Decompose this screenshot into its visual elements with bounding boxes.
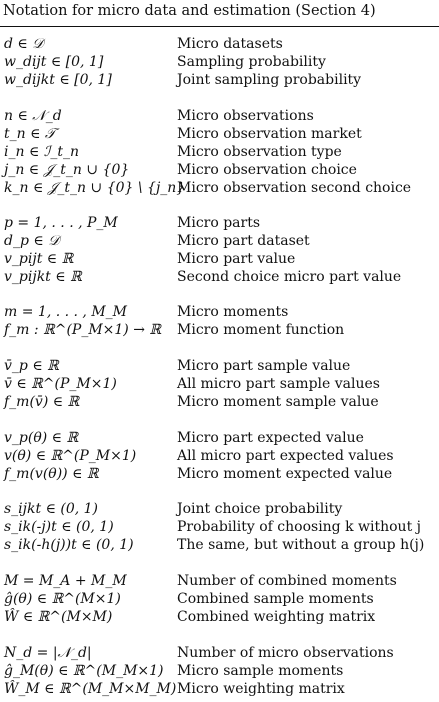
- notation-description: Micro parts: [177, 215, 261, 231]
- notation-description: Micro moments: [177, 304, 289, 320]
- notation-symbol: f_m(v(θ)) ∈ ℝ: [4, 466, 99, 482]
- table-row: [0, 357, 439, 375]
- notation-description: Micro observation second choice: [177, 180, 412, 196]
- notation-symbol: v_pijt ∈ ℝ: [4, 251, 74, 267]
- notation-description: Micro observation choice: [177, 162, 357, 178]
- notation-symbol: N_d = |𝒩_d|: [4, 645, 92, 661]
- table-row: [0, 303, 439, 321]
- table-row: [0, 465, 439, 483]
- table-row: [0, 35, 439, 53]
- table-row: [0, 536, 439, 554]
- table-row: [0, 393, 439, 411]
- notation-symbol: v̄ ∈ ℝ^(P_M×1): [4, 376, 117, 392]
- notation-symbol: d_p ∈ 𝒟: [4, 233, 60, 249]
- notation-description: Micro part sample value: [177, 358, 351, 374]
- notation-description: Micro sample moments: [177, 663, 344, 679]
- notation-symbol: v_p(θ) ∈ ℝ: [4, 430, 79, 446]
- table-caption: Notation for micro data and estimation (Section 4): [3, 3, 376, 19]
- notation-description: Micro part expected value: [177, 430, 364, 446]
- notation-symbol: ĝ_M(θ) ∈ ℝ^(M_M×1): [4, 663, 164, 679]
- notation-symbol: d ∈ 𝒟: [4, 36, 44, 52]
- notation-description: Micro moment function: [177, 322, 345, 338]
- table-row: [0, 53, 439, 71]
- notation-symbol: Ŵ ∈ ℝ^(M×M): [4, 609, 113, 625]
- notation-symbol: j_n ∈ 𝒥_t_n ∪ {0}: [4, 162, 130, 178]
- notation-description: Probability of choosing k without j: [177, 519, 421, 535]
- table-row: [0, 179, 439, 197]
- notation-symbol: s_ik(-j)t ∈ (0, 1): [4, 519, 114, 535]
- table-row: [0, 321, 439, 339]
- notation-description: Micro observation type: [177, 144, 342, 160]
- notation-description: Number of combined moments: [177, 573, 397, 589]
- notation-symbol: s_ijkt ∈ (0, 1): [4, 501, 99, 517]
- notation-symbol: k_n ∈ 𝒥_t_n ∪ {0} \ {j_n}: [4, 180, 186, 196]
- table-row: [0, 71, 439, 89]
- notation-description: Micro observations: [177, 108, 314, 124]
- table-row: [0, 608, 439, 626]
- table-row: [0, 161, 439, 179]
- notation-description: Micro moment sample value: [177, 394, 379, 410]
- notation-symbol: v_pijkt ∈ ℝ: [4, 269, 82, 285]
- table-row: [0, 644, 439, 662]
- notation-description: Sampling probability: [177, 54, 326, 70]
- table-row: [0, 518, 439, 536]
- notation-symbol: M = M_A + M_M: [4, 573, 127, 589]
- table-row: [0, 125, 439, 143]
- notation-description: Combined weighting matrix: [177, 609, 376, 625]
- table-row: [0, 429, 439, 447]
- table-row: [0, 500, 439, 518]
- notation-symbol: v(θ) ∈ ℝ^(P_M×1): [4, 448, 137, 464]
- table-row: [0, 250, 439, 268]
- notation-description: Number of micro observations: [177, 645, 394, 661]
- notation-symbol: f_m : ℝ^(P_M×1) → ℝ: [4, 322, 162, 338]
- notation-symbol: s_ik(-h(j))t ∈ (0, 1): [4, 537, 134, 553]
- table-row: [0, 447, 439, 465]
- notation-symbol: w_dijt ∈ [0, 1]: [4, 54, 104, 70]
- notation-symbol: n ∈ 𝒩_d: [4, 108, 62, 124]
- table-row: [0, 680, 439, 698]
- notation-symbol: ĝ(θ) ∈ ℝ^(M×1): [4, 591, 121, 607]
- notation-symbol: p = 1, . . . , P_M: [4, 215, 118, 231]
- table-row: [0, 232, 439, 250]
- notation-symbol: f_m(v̄) ∈ ℝ: [4, 394, 80, 410]
- notation-description: Joint choice probability: [177, 501, 343, 517]
- table-row: [0, 143, 439, 161]
- notation-symbol: i_n ∈ ℐ_t_n: [4, 144, 79, 160]
- table-row: [0, 590, 439, 608]
- notation-symbol: w_dijkt ∈ [0, 1]: [4, 72, 112, 88]
- notation-description: Micro datasets: [177, 36, 283, 52]
- table-row: [0, 214, 439, 232]
- notation-description: Second choice micro part value: [177, 269, 402, 285]
- notation-description: Micro observation market: [177, 126, 362, 142]
- top-rule: [0, 26, 439, 27]
- table-row: [0, 107, 439, 125]
- notation-description: All micro part sample values: [177, 376, 380, 392]
- notation-description: All micro part expected values: [177, 448, 394, 464]
- notation-description: Micro part dataset: [177, 233, 310, 249]
- notation-description: Micro part value: [177, 251, 296, 267]
- notation-description: Micro weighting matrix: [177, 681, 345, 697]
- table-row: [0, 662, 439, 680]
- notation-symbol: m = 1, . . . , M_M: [4, 304, 127, 320]
- notation-symbol: Ŵ_M ∈ ℝ^(M_M×M_M): [4, 681, 177, 697]
- table-row: [0, 375, 439, 393]
- notation-description: Joint sampling probability: [177, 72, 362, 88]
- notation-description: Combined sample moments: [177, 591, 374, 607]
- table-row: [0, 572, 439, 590]
- notation-symbol: t_n ∈ 𝒯: [4, 126, 56, 142]
- table-row: [0, 268, 439, 286]
- notation-description: The same, but without a group h(j): [177, 537, 425, 553]
- notation-symbol: v̄_p ∈ ℝ: [4, 358, 59, 374]
- notation-description: Micro moment expected value: [177, 466, 393, 482]
